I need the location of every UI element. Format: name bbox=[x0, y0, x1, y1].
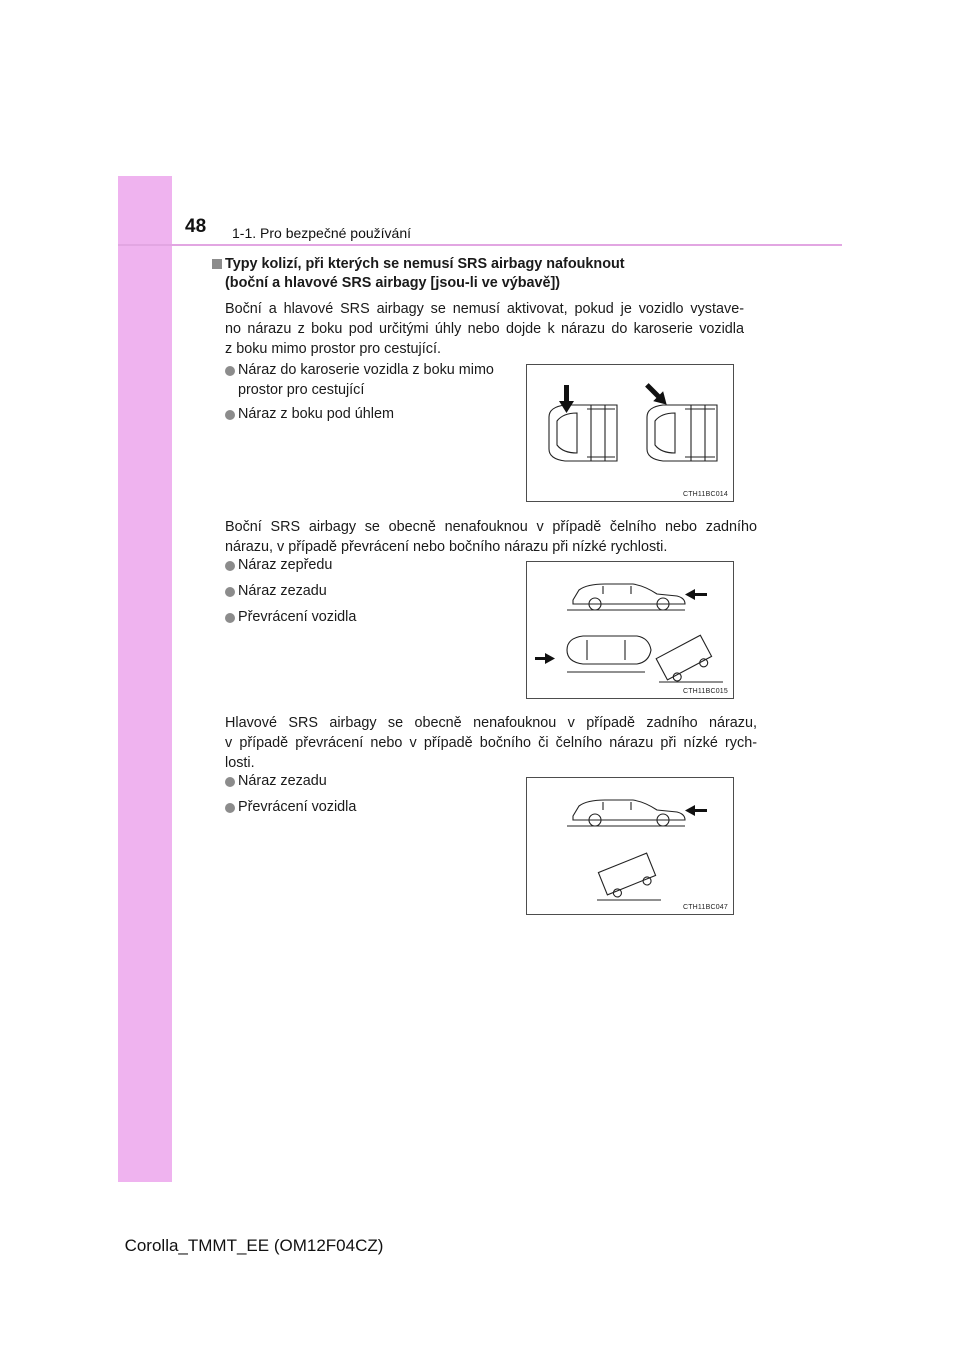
bullet-item: Převrácení vozidla bbox=[225, 608, 515, 628]
para3-line-3: losti. bbox=[225, 754, 255, 771]
round-bullet-icon bbox=[225, 803, 235, 813]
paragraph-side-airbags bbox=[225, 518, 757, 558]
bullet-item: Náraz z boku pod úhlem bbox=[225, 405, 515, 425]
round-bullet-icon bbox=[225, 366, 235, 376]
section-title: 1-1. Pro bezpečné používání bbox=[232, 225, 412, 241]
figure-front-rear-rollover bbox=[526, 561, 734, 699]
figure-code: CTH11BC014 bbox=[682, 491, 728, 498]
round-bullet-icon bbox=[225, 587, 235, 597]
bullet-item: Náraz do karoserie vozidla z boku mimo prostor pro cestující bbox=[225, 361, 515, 401]
round-bullet-icon bbox=[225, 410, 235, 420]
round-bullet-icon bbox=[225, 613, 235, 623]
para1-line-3: z boku mimo prostor pro cestující. bbox=[225, 340, 441, 357]
bullet-item: Náraz zepředu bbox=[225, 556, 515, 576]
footer bbox=[0, 1236, 960, 1256]
para2-line-2: nárazu, v případě převrácení nebo bočního nárazu při nízké rychlosti. bbox=[225, 538, 668, 555]
para2-line-1: Boční SRS airbagy se obecně nenafouknou v případě čelního nebo zadního bbox=[225, 519, 757, 535]
bullet-item: Náraz zezadu bbox=[225, 582, 515, 602]
para1-line-2: no nárazu z boku pod určitými úhly nebo dojde k nárazu do karoserie vozidla bbox=[225, 320, 744, 337]
front-rear-rollover-illustration bbox=[527, 562, 733, 698]
chapter-side-band bbox=[118, 176, 172, 1182]
bullet-item: Náraz zezadu bbox=[225, 772, 515, 792]
main-content bbox=[212, 252, 744, 359]
bullet-item: Převrácení vozidla bbox=[225, 798, 515, 818]
figure-side-impact bbox=[526, 364, 734, 502]
paragraph-side-head-airbags bbox=[225, 300, 744, 359]
side-impact-illustration bbox=[527, 365, 733, 501]
para3-line-2: v případě převrácení nebo v případě bočního či čelního nárazu při nízké rych- bbox=[225, 734, 757, 751]
figure-code: CTH11BC015 bbox=[682, 688, 728, 695]
heading-line-1: Typy kolizí, při kterých se nemusí SRS airbagy nafouknout bbox=[225, 256, 625, 272]
figure-code: CTH11BC047 bbox=[682, 904, 728, 911]
figure-rear-rollover bbox=[526, 777, 734, 915]
header-rule bbox=[118, 244, 842, 246]
footer-text: Corolla_TMMT_EE (OM12F04CZ) bbox=[124, 1236, 384, 1255]
subsection-heading bbox=[212, 255, 744, 293]
square-bullet-icon bbox=[212, 259, 222, 269]
round-bullet-icon bbox=[225, 561, 235, 571]
round-bullet-icon bbox=[225, 777, 235, 787]
para1-line-1: Boční a hlavové SRS airbagy se nemusí aktivovat, pokud je vozidlo vystave- bbox=[225, 301, 744, 317]
heading-line-2: (boční a hlavové SRS airbagy [jsou-li ve výbavě]) bbox=[225, 275, 561, 291]
paragraph-curtain-airbags bbox=[225, 714, 757, 773]
page-number: 48 bbox=[185, 216, 207, 237]
para3-line-1: Hlavové SRS airbagy se obecně nenafouknou v případě zadního nárazu, bbox=[225, 715, 757, 731]
rear-rollover-illustration bbox=[527, 778, 733, 914]
